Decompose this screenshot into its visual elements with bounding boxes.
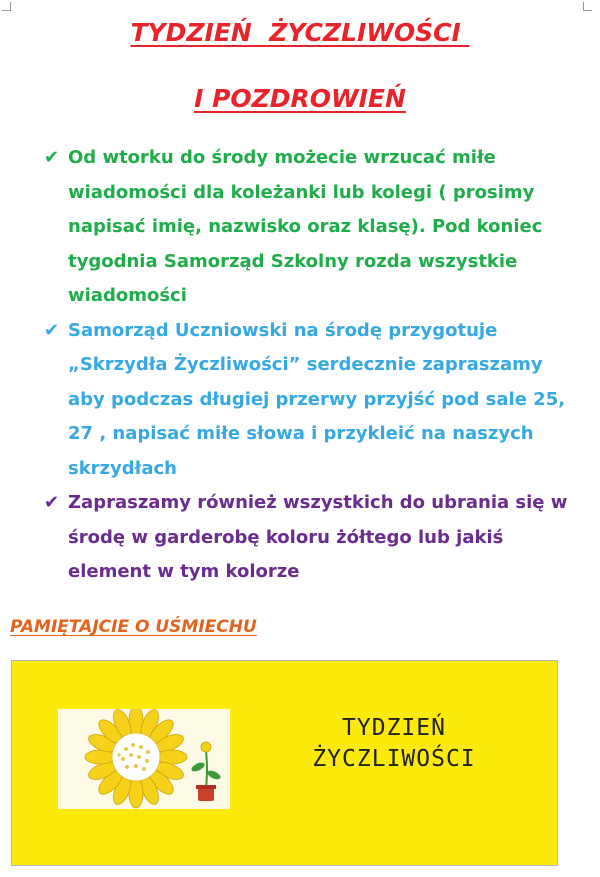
announcement-list [44,141,584,590]
banner-title [254,713,534,775]
reminder-heading: PAMIĘTAJCIE O UŚMIECHU [10,617,257,637]
sunflower-icon [58,709,230,809]
page-title-line-1: TYDZIEŃ ŻYCZLIWOŚCI [130,18,470,47]
page-corner-mark [2,2,11,11]
page-corner-mark [583,2,592,11]
checkmark-icon: ✔ [44,492,60,513]
list-item-text: Samorząd Uczniowski na środę przygotuje „Skrzydła Życzliwości” serdecznie zapraszamy aby podczas długiej przerwy przyjść pod sale 25, 27 , napisać miłe słowa i przykleić na naszych skrzydłach [68,319,566,479]
list-item-text: Od wtorku do środy możecie wrzucać miłe wiadomości dla koleżanki lub kolegi ( prosimy napisać imię, nazwisko oraz klasę). Pod koniec tygodnia Samorząd Szkolny rozda wszystkie wiadomości [68,147,543,306]
list-item [44,486,584,590]
page-title-line-2: I POZDROWIEŃ [194,84,406,113]
list-item [44,141,584,314]
list-item-text: Zapraszamy również wszystkich do ubrania się w środę w garderobę koloru żółtego lub jakiś element w tym kolorze [68,492,568,582]
checkmark-icon: ✔ [44,147,60,168]
list-item [44,314,584,487]
sunflower-image [58,709,230,809]
banner-title-line-2: ŻYCZLIWOŚCI [312,746,476,772]
banner-image [11,660,558,866]
checkmark-icon: ✔ [44,319,60,341]
banner-title-line-1: TYDZIEŃ [342,715,446,741]
